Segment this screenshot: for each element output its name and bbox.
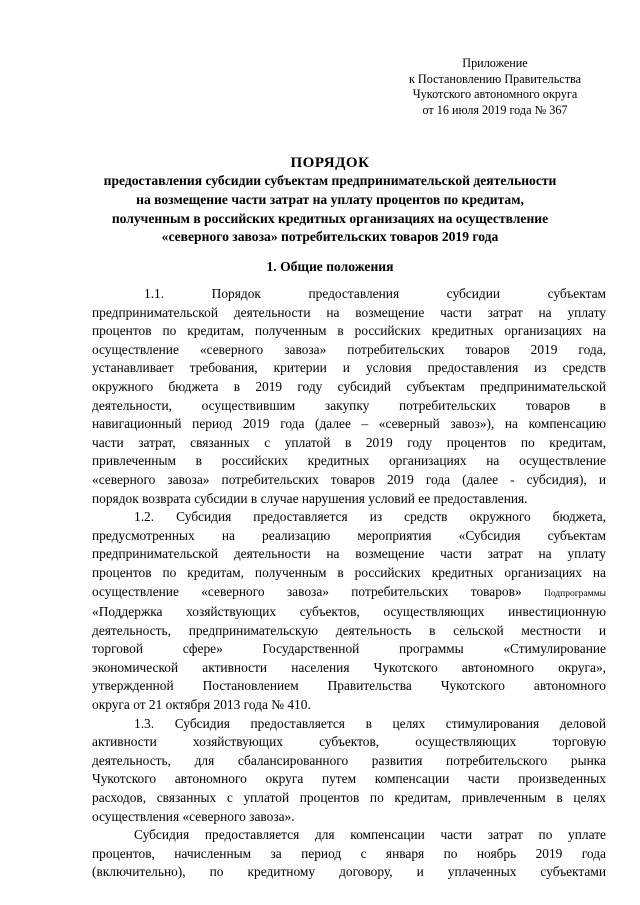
title-line: предоставления субсидии субъектам предпринимательской деятельности (103, 173, 557, 188)
paragraph-line: «северного завоза» потребительских товаров 2019 года (далее - субсидия), и (92, 471, 606, 487)
paragraph-line: предусмотренных на реализацию мероприятия «Субсидия субъектам (92, 527, 606, 543)
paragraph-line: 1.3. Субсидия предоставляется в целях стимулирования деловой (134, 715, 606, 731)
paragraph-line: навигационный период 2019 года (далее – «северный завоз»), на компенсацию (92, 416, 606, 432)
paragraph-line (92, 583, 606, 604)
paragraph-line: 1.2. Субсидия предоставляется из средств окружного бюджета, (134, 509, 606, 525)
appendix-line: к Постановлению Правительства (408, 71, 582, 86)
paragraph-line: осуществления «северного завоза». (92, 808, 295, 824)
paragraph-line: деятельность, предпринимательскую деятельность в сельской местности и (92, 622, 606, 638)
paragraph-line: деятельность, для сбалансированного развития потребительского рынка (92, 752, 606, 768)
appendix-block (380, 56, 610, 118)
paragraph-line: утвержденной Постановлением Правительства Чукотского автономного (92, 678, 606, 694)
paragraph-line: (включительно), по кредитному договору, и уплаченных субъектами (92, 864, 606, 880)
paragraph-line: «Поддержка хозяйствующих субъектов, осуществляющих инвестиционную (92, 604, 606, 620)
paragraph-line: деятельности, осуществившим закупку потребительских товаров в (92, 397, 606, 413)
paragraph-line: предпринимательской деятельности на возмещение части затрат на уплату (92, 304, 606, 320)
paragraph-line: процентов по кредитам, полученным в российских кредитных организациях на (92, 323, 606, 339)
paragraph-text: осуществление «северного завоза» потребительских товаров» (92, 583, 522, 599)
paragraph-line: порядок возврата субсидии в случае нарушения условий ее предоставления. (92, 490, 528, 506)
paragraph-line: экономической активности населения Чукотского автономного округа», (92, 659, 606, 675)
paragraph-line: Субсидия предоставляется для компенсации части затрат по уплате (134, 827, 606, 843)
title-line: на возмещение части затрат на уплату процентов по кредитам, (136, 191, 524, 207)
title-main: ПОРЯДОК (290, 155, 370, 171)
paragraph-line: Чукотского автономного округа путем компенсации части произведенных (92, 771, 606, 787)
paragraph-line: процентов по кредитам, полученным в российских кредитных организациях на (92, 564, 606, 580)
section-title: 1. Общие положения (266, 259, 394, 274)
appendix-line: Приложение (462, 56, 528, 70)
paragraph-line: устанавливает требования, критерии и условия предоставления из средств (92, 360, 606, 376)
paragraph-line: осуществление «северного завоза» потребительских товаров 2019 года, (92, 341, 606, 357)
paragraph-line: окружного бюджета в 2019 году субсидий субъектам предпринимательской (92, 378, 606, 394)
title-line: «северного завоза» потребительских товаров 2019 года (161, 229, 499, 245)
paragraph-line: привлеченным в российских кредитных организациях на осуществление (92, 453, 606, 469)
appendix-line: от 16 июля 2019 года № 367 (422, 102, 568, 117)
paragraph-line: процентов, начисленным за период с января по ноябрь 2019 года (92, 845, 606, 861)
appendix-line: Чукотского автономного округа (412, 87, 578, 102)
paragraph-line: предпринимательской деятельности на возмещение части затрат на уплату (92, 546, 606, 562)
paragraph-line: активности хозяйствующих субъектов, осуществляющих торговую (92, 734, 606, 750)
paragraph-line: расходов, связанных с уплатой процентов по кредитам, привлеченным в целях (92, 790, 606, 806)
paragraph-line: части затрат, связанных с уплатой в 2019 году процентов по кредитам, (92, 434, 606, 450)
paragraph-line: торговой сфере» Государственной программы «Стимулирование (92, 641, 606, 657)
title-line: полученным в российских кредитных организациях на осуществление (111, 210, 549, 226)
subprogram-word: Подпрограммы (543, 588, 606, 599)
document-body (92, 285, 606, 882)
paragraph-line: округа от 21 октября 2013 года № 410. (92, 697, 311, 713)
paragraph-line: 1.1. Порядок предоставления субсидии субъектам (144, 286, 606, 301)
document-title (80, 154, 580, 247)
